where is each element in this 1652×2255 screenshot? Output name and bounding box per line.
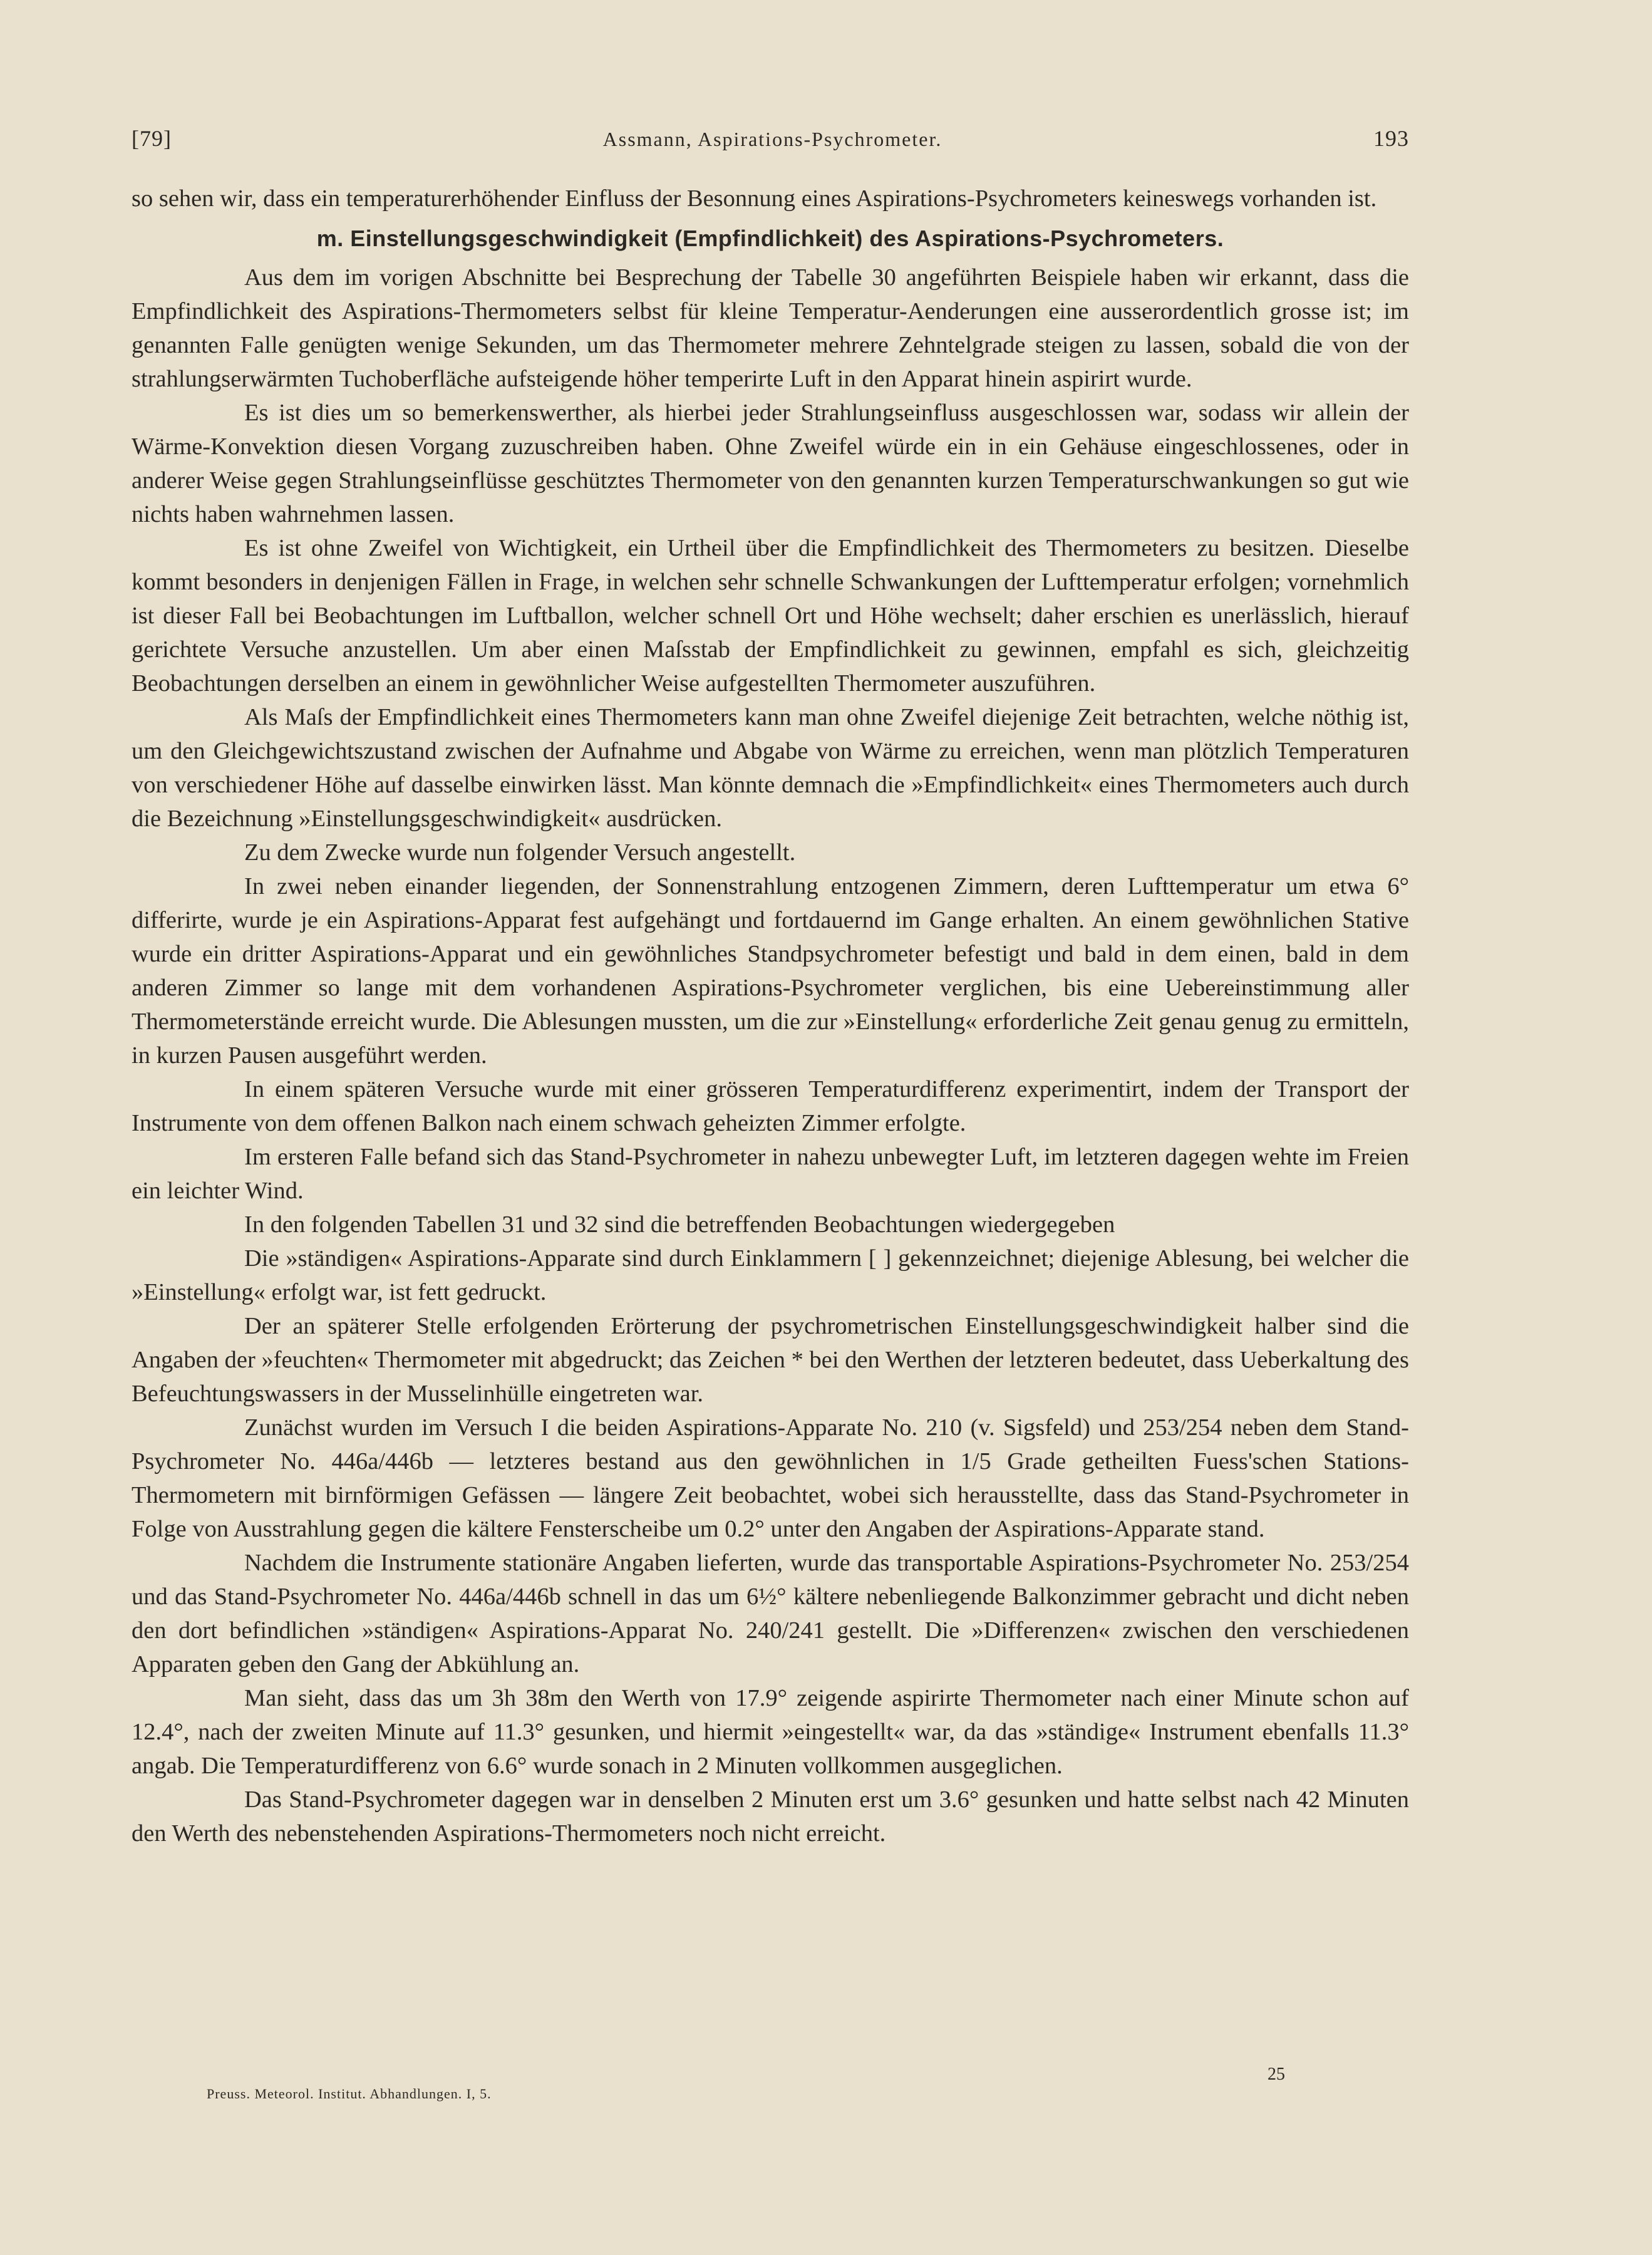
- paragraph: Im ersteren Falle befand sich das Stand-Psychrometer in nahezu unbewegter Luft, im letzteren dagegen wehte im Freien ein leichter Wind.: [132, 1144, 1409, 1204]
- running-title: Assmann, Aspirations-Psychrometer.: [602, 128, 942, 150]
- paragraph: Man sieht, dass das um 3h 38m den Werth von 17.9° zeigende aspirirte Thermometer nach einer Minute schon auf 12.4°, nach der zweiten Minute auf 11.3° gesunken, und hiermit »eingestellt« war, da das »ständige« Instrument ebenfalls 11.3° angab. Die Temperaturdifferenz von 6.6° wurde sonach in 2 Minuten vollkommen ausgeglichen.: [132, 1685, 1409, 1779]
- paragraph: Zu dem Zwecke wurde nun folgender Versuch angestellt.: [244, 839, 796, 866]
- paragraph: Die »ständigen« Aspirations-Apparate sind durch Einklammern [ ] gekennzeichnet; diejenige Ablesung, bei welcher die »Einstellung« erfolgt war, ist fett gedruckt.: [132, 1245, 1409, 1305]
- paragraph: Es ist ohne Zweifel von Wichtigkeit, ein Urtheil über die Empfindlichkeit des Thermometers zu besitzen. Dieselbe kommt besonders in denjenigen Fällen in Frage, in welchen sehr schnelle Schwankungen der Lufttemperatur erfolgen; vornehmlich ist dieser Fall bei Beobachtungen im Luftballon, welcher schnell Ort und Höhe wechselt; daher erschien es unerlässlich, hierauf gerichtete Versuche anzustellen. Um aber einen Maſsstab der Empfindlichkeit zu gewinnen, empfahl es sich, gleichzeitig Beobachtungen derselben an einem in gewöhnlicher Weise aufgestellten Thermometer auszuführen.: [132, 535, 1409, 697]
- intro-paragraph: so sehen wir, dass ein temperaturerhöhender Einfluss der Besonnung eines Aspirations-Psychrometers keineswegs vorhanden ist.: [132, 185, 1377, 212]
- signature-mark: 25: [1267, 2065, 1285, 2084]
- paragraph: Aus dem im vorigen Abschnitte bei Besprechung der Tabelle 30 angeführten Beispiele haben wir erkannt, dass die Empfindlichkeit des Aspirations-Thermometers selbst für kleine Temperatur-Aenderungen eine ausserordentlich grosse ist; im genannten Falle genügten wenige Sekunden, um das Thermometer mehrere Zehntelgrade steigen zu lassen, sobald die von der strahlungserwärmten Tuchoberfläche aufsteigende höher temperirte Luft in den Apparat hinein aspirirt wurde.: [132, 264, 1409, 392]
- paragraph: Zunächst wurden im Versuch I die beiden Aspirations-Apparate No. 210 (v. Sigsfeld) und 253/254 neben dem Stand-Psychrometer No. 446a/446b — letzteres bestand aus den gewöhnlichen in 1/5 Grade getheilten Fuess'schen Stations-Thermometern mit birnförmigen Gefässen — längere Zeit beobachtet, wobei sich herausstellte, dass das Stand-Psychrometer in Folge von Ausstrahlung gegen die kältere Fensterscheibe um 0.2° unter den Angaben der Aspirations-Apparate stand.: [132, 1414, 1409, 1542]
- paragraph: In einem späteren Versuche wurde mit einer grösseren Temperaturdifferenz experimentirt, indem der Transport der Instrumente von dem offenen Balkon nach einem schwach geheizten Zimmer erfolgte.: [132, 1076, 1409, 1136]
- page-number: 193: [1373, 126, 1409, 151]
- paragraph: Der an späterer Stelle erfolgenden Erörterung der psychrometrischen Einstellungsgeschwindigkeit halber sind die Angaben der »feuchten« Thermometer mit abgedruckt; das Zeichen * bei den Werthen der letzteren bedeutet, dass Ueberkaltung des Befeuchtungswassers in der Musselinhülle eingetreten war.: [132, 1313, 1409, 1407]
- paragraph: Nachdem die Instrumente stationäre Angaben lieferten, wurde das transportable Aspirations-Psychrometer No. 253/254 und das Stand-Psychrometer No. 446a/446b schnell in das um 6½° kältere nebenliegende Balkonzimmer gebracht und dicht neben den dort befindlichen »ständigen« Aspirations-Apparat No. 240/241 gestellt. Die »Differenzen« zwischen den verschiedenen Apparaten geben den Gang der Abkühlung an.: [132, 1550, 1409, 1677]
- paragraph: In den folgenden Tabellen 31 und 32 sind die betreffenden Beobachtungen wiedergegeben: [244, 1211, 1115, 1238]
- running-header: [132, 125, 1409, 152]
- body-text: [132, 182, 1409, 1850]
- paragraph: In zwei neben einander liegenden, der Sonnenstrahlung entzogenen Zimmern, deren Lufttemperatur um etwa 6° differirte, wurde je ein Aspirations-Apparat fest aufgehängt und fortdauernd im Gange erhalten. An einem gewöhnlichen Stative wurde ein dritter Aspirations-Apparat und ein gewöhnliches Standpsychrometer befestigt und bald in dem einen, bald in dem anderen Zimmer so lange mit dem vorhandenen Aspirations-Psychrometer verglichen, bis eine Uebereinstimmung aller Thermometerstände erreicht wurde. Die Ablesungen mussten, um die zur »Einstellung« erforderliche Zeit genau genug zu ermitteln, in kurzen Pausen ausgeführt werden.: [132, 873, 1409, 1069]
- paragraph: Als Maſs der Empfindlichkeit eines Thermometers kann man ohne Zweifel diejenige Zeit betrachten, welche nöthig ist, um den Gleichgewichtszustand zwischen der Aufnahme und Abgabe von Wärme zu erreichen, wenn man plötzlich Temperaturen von verschiedener Höhe auf dasselbe einwirken lässt. Man könnte demnach die »Empfindlichkeit« eines Thermometers auch durch die Bezeichnung »Einstellungsgeschwindigkeit« ausdrücken.: [132, 704, 1409, 832]
- page-ref: [79]: [132, 126, 172, 151]
- section-heading: m. Einstellungsgeschwindigkeit (Empfindlichkeit) des Aspirations-Psychrometers.: [316, 226, 1224, 251]
- paragraph: Es ist dies um so bemerkenswerther, als hierbei jeder Strahlungseinfluss ausgeschlossen war, sodass wir allein der Wärme-Konvektion diesen Vorgang zuzuschreiben haben. Ohne Zweifel würde ein in ein Gehäuse eingeschlossenes, oder in anderer Weise gegen Strahlungseinflüsse geschütztes Thermometer von den genannten kurzen Temperaturschwankungen so gut wie nichts haben wahrnehmen lassen.: [132, 400, 1409, 527]
- paragraph: Das Stand-Psychrometer dagegen war in denselben 2 Minuten erst um 3.6° gesunken und hatte selbst nach 42 Minuten den Werth des nebenstehenden Aspirations-Thermometers noch nicht erreicht.: [132, 1786, 1409, 1847]
- page-footer: Preuss. Meteorol. Institut. Abhandlungen. I, 5.: [207, 2086, 492, 2102]
